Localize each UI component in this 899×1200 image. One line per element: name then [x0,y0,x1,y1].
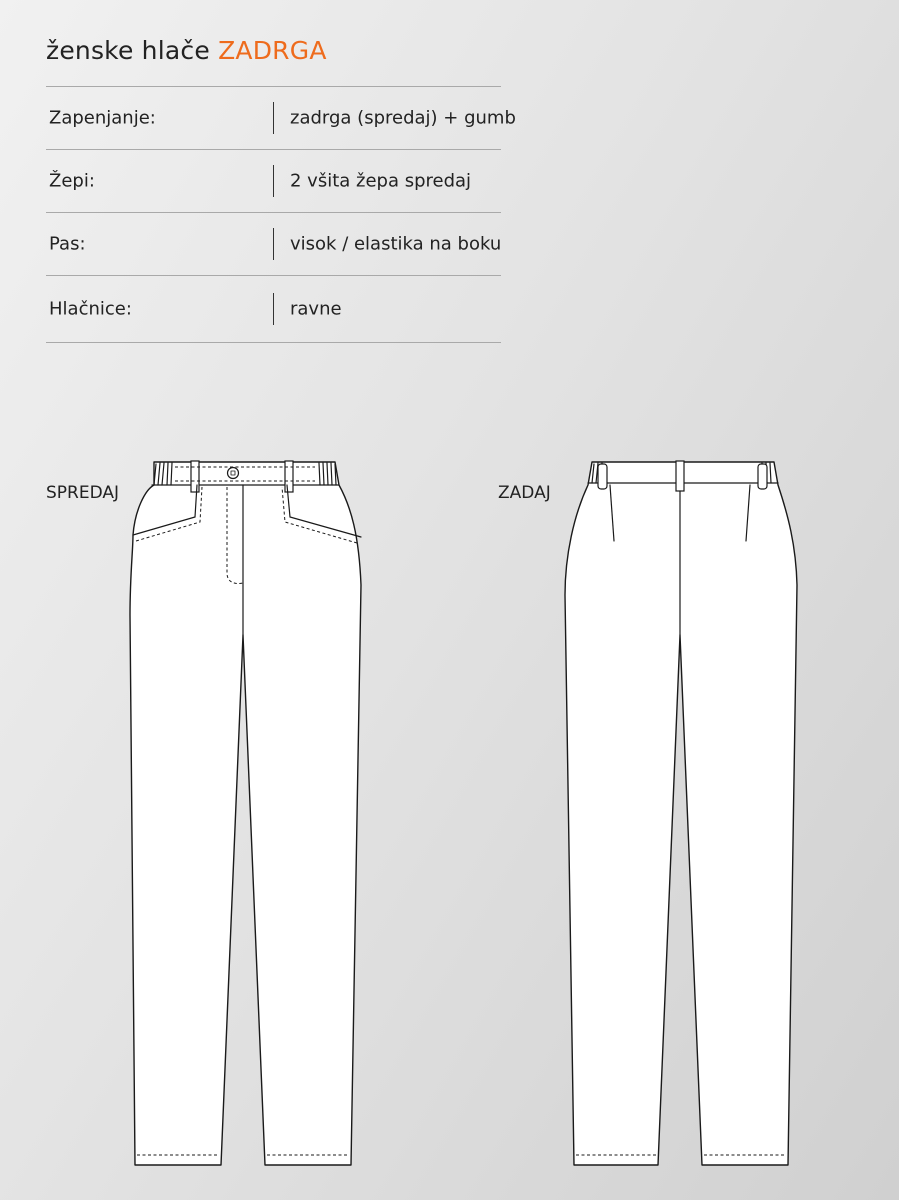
spec-separator [273,102,274,134]
spec-row-legs [46,276,501,343]
spec-row-waist [46,213,501,276]
spec-table [46,86,516,343]
spec-label: Hlačnice: [49,298,132,320]
spec-row-closure [46,87,516,150]
spec-label: Žepi: [49,170,95,192]
spec-row-pockets [46,150,501,213]
back-trousers-sketch [562,455,802,1175]
back-trousers-outline [565,462,797,1165]
front-trousers-outline [130,462,361,1165]
spec-separator [273,293,274,325]
title-highlight: ZADRGA [218,36,327,65]
spec-value: ravne [290,298,342,320]
back-trousers-drawing [562,455,802,1175]
product-title [46,36,327,65]
spec-value: 2 všita žepa spredaj [290,170,472,192]
spec-value: zadrga (spredaj) + gumb [290,107,516,129]
spec-label: Zapenjanje: [49,107,156,129]
back-view-label: ZADAJ [498,483,551,503]
front-trousers-sketch [125,455,365,1175]
title-prefix: ženske hlače [46,36,210,65]
spec-value: visok / elastika na boku [290,233,502,255]
spec-separator [273,228,274,260]
front-view-label: SPREDAJ [46,483,120,503]
spec-label: Pas: [49,233,86,255]
front-trousers-drawing [125,455,365,1175]
spec-separator [273,165,274,197]
